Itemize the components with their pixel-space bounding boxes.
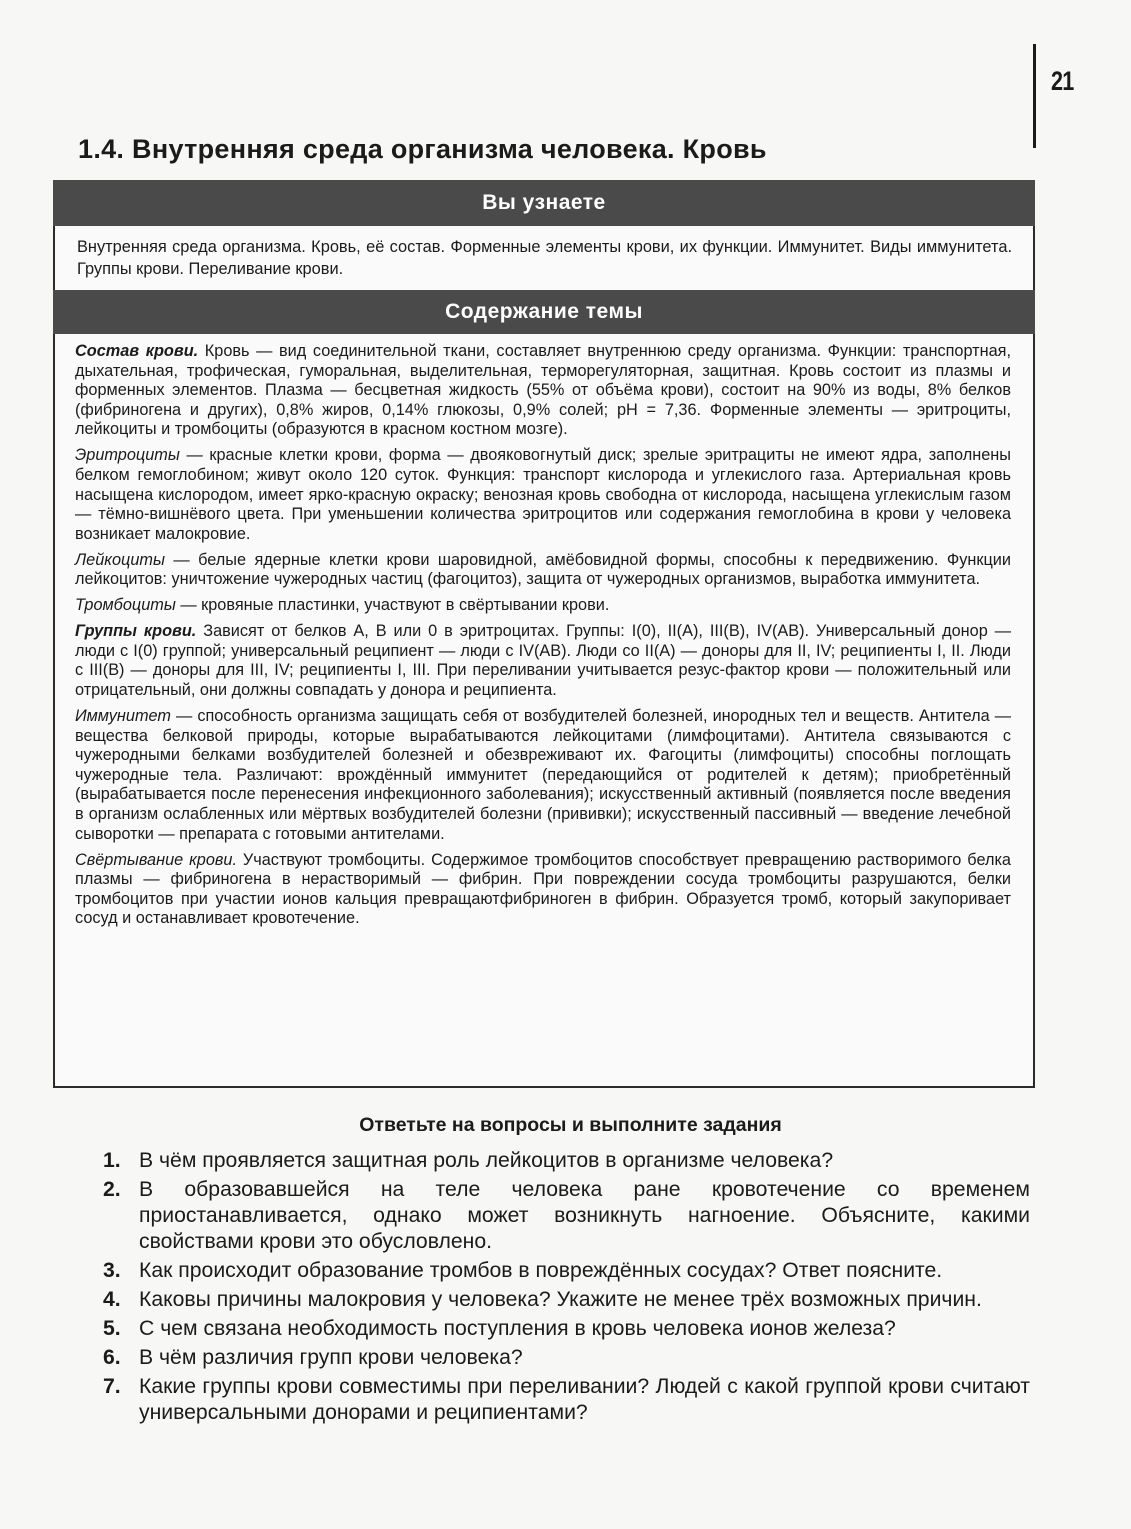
content-text (75, 342, 1011, 935)
task-item (103, 1258, 1030, 1284)
task-text: Какие группы крови совместимы при переливании? Людей с какой группой крови считают универсальными донорами и реципиентами? (139, 1375, 1030, 1424)
content-header: Содержание темы (53, 290, 1035, 334)
paragraph-blood-composition (75, 342, 1011, 440)
task-item (103, 1148, 1030, 1174)
paragraph-text: — красные клетки крови, форма — двояковогнутый диск; зрелые эритрациты не имеют ядра, заполнены белком гемоглобином; живут около 120 суток. Функция: транспорт кислорода и углекислого газа. Артериальная кровь насыщена кислородом, имеет ярко-красную окраску; венозная кровь свободна от кислорода, насыщена углекислым газом — тёмно-вишнёвого цвета. При уменьшении количества эритроцитов или содержания гемоглобина в крови у человека возникает малокровие. (75, 446, 1011, 543)
paragraph-coagulation (75, 851, 1011, 929)
topics-header: Вы узнаете (53, 180, 1035, 226)
tasks-list (103, 1148, 1030, 1429)
task-number: 3. (103, 1259, 121, 1282)
paragraph-text: — кровяные пластинки, участвуют в свёртывании крови. (175, 596, 610, 615)
task-number: 6. (103, 1346, 121, 1369)
paragraph-term: Эритроциты (75, 446, 180, 465)
topics-text: Внутренняя среда организма. Кровь, её состав. Форменные элементы крови, их функции. Иммунитет. Виды иммунитета. Группы крови. Переливание крови. (77, 238, 1012, 278)
task-number: 5. (103, 1317, 121, 1340)
paragraph-text: — белые ядерные клетки крови шаровидной, амёбовидной формы, способны к передвижению. Функции лейкоцитов: уничтожение чужеродных частиц (фагоцитоз), защита от чужеродных организмов, выработка иммунитета. (75, 550, 1011, 589)
paragraph-term: Лейкоциты (75, 550, 165, 569)
task-text: С чем связана необходимость поступления в кровь человека ионов железа? (139, 1317, 896, 1340)
task-item (103, 1316, 1030, 1342)
page-number: 21 (1051, 66, 1074, 96)
paragraph-term: Состав крови. (75, 342, 199, 360)
tasks-heading: Ответьте на вопросы и выполните задания (359, 1114, 782, 1136)
section-title: 1.4. Внутренняя среда организма человека. Кровь (78, 134, 767, 164)
task-number: 1. (103, 1149, 121, 1172)
task-text: Как происходит образование тромбов в повреждённых сосудах? Ответ поясните. (139, 1259, 943, 1282)
task-text: В чём различия групп крови человека? (139, 1346, 523, 1369)
paragraph-term: Тромбоциты (75, 596, 176, 615)
task-number: 7. (103, 1375, 121, 1398)
task-item (103, 1345, 1030, 1371)
task-number: 2. (103, 1178, 121, 1201)
paragraph-term: Иммунитет (75, 707, 171, 726)
task-item (103, 1177, 1030, 1255)
paragraph-erythrocytes (75, 446, 1011, 544)
task-item (103, 1374, 1030, 1426)
paragraph-term: Группы крови. (75, 622, 197, 641)
task-text: В образовавшейся на теле человека ране кровотечение со временем приостанавливается, однако может возникнуть нагноение. Объясните, какими свойствами крови это обусловлено. (139, 1178, 1030, 1253)
page-rule (1033, 44, 1036, 148)
task-number: 4. (103, 1288, 121, 1311)
paragraph-immunity (75, 707, 1011, 844)
task-text: Каковы причины малокровия у человека? Укажите не менее трёх возможных причин. (139, 1288, 982, 1311)
paragraph-thrombocytes (75, 596, 1011, 616)
paragraph-text: Участвуют тромбоциты. Содержимое тромбоцитов способствует превращению растворимого белка плазмы — фибриногена в нерастворимый — фибрин. При повреждении сосуда тромбоциты разрушаются, белки тромбоцитов при участии ионов кальция превращаютфибриноген в фибрин. Образуется тромб, который закупоривает сосуд и останавливает кровотечение. (75, 850, 1011, 928)
task-item (103, 1287, 1030, 1313)
paragraph-text: Кровь — вид соединительной ткани, составляет внутреннюю среду организма. Функции: транспортная, дыхательная, трофическая, гуморальная, выделительная, терморегуляторная, защитная. Кровь состоит из плазмы и форменных элементов. Плазма — бесцветная жидкость (55% от объёма крови), состоит на 90% из воды, 8% белков (фибриногена и других), 0,8% жиров, 0,14% глюкозы, 0,9% солей; pH = 7,36. Форменные элементы — эритроциты, лейкоциты и тромбоциты (образуются в красном костном мозге). (75, 342, 1011, 439)
paragraph-blood-groups (75, 622, 1011, 700)
paragraph-term: Свёртывание крови. (75, 850, 237, 869)
task-text: В чём проявляется защитная роль лейкоцитов в организме человека? (139, 1149, 834, 1172)
paragraph-text: — способность организма защищать себя от возбудителей болезней, инородных тел и веществ. Антитела — вещества белковой природы, которые вырабатываются лейкоцитами (лимфоцитами). Антитела связываются с чужеродными белками возбудителей болезней и обезвреживают их. Фагоциты (лимфоциты) способны поглощать чужеродные тела. Различают: врождённый иммунитет (передающийся от родителей к детям); приобретённый (вырабатывается после перенесения инфекционного заболевания); искусственный активный (появляется после введения в организм ослабленных или мёртвых возбудителей болезни (прививки); искусственный пассивный — введение лечебной сыворотки — препарата с готовыми антителами. (75, 707, 1011, 843)
paragraph-leukocytes (75, 551, 1011, 590)
paragraph-text: Зависят от белков А, В или 0 в эритроцитах. Группы: I(0), II(A), III(B), IV(AB). Универсальный донор — люди с I(0) группой; универсальный реципиент — люди с IV(AB). Люди со II(A) — доноры для II, IV; реципиенты I, II. Люди с III(B) — доноры для III, IV; реципиенты I, III. При переливании учитывается резус-фактор крови — положительный или отрицательный, они должны совпадать у донора и реципиента. (75, 622, 1011, 700)
